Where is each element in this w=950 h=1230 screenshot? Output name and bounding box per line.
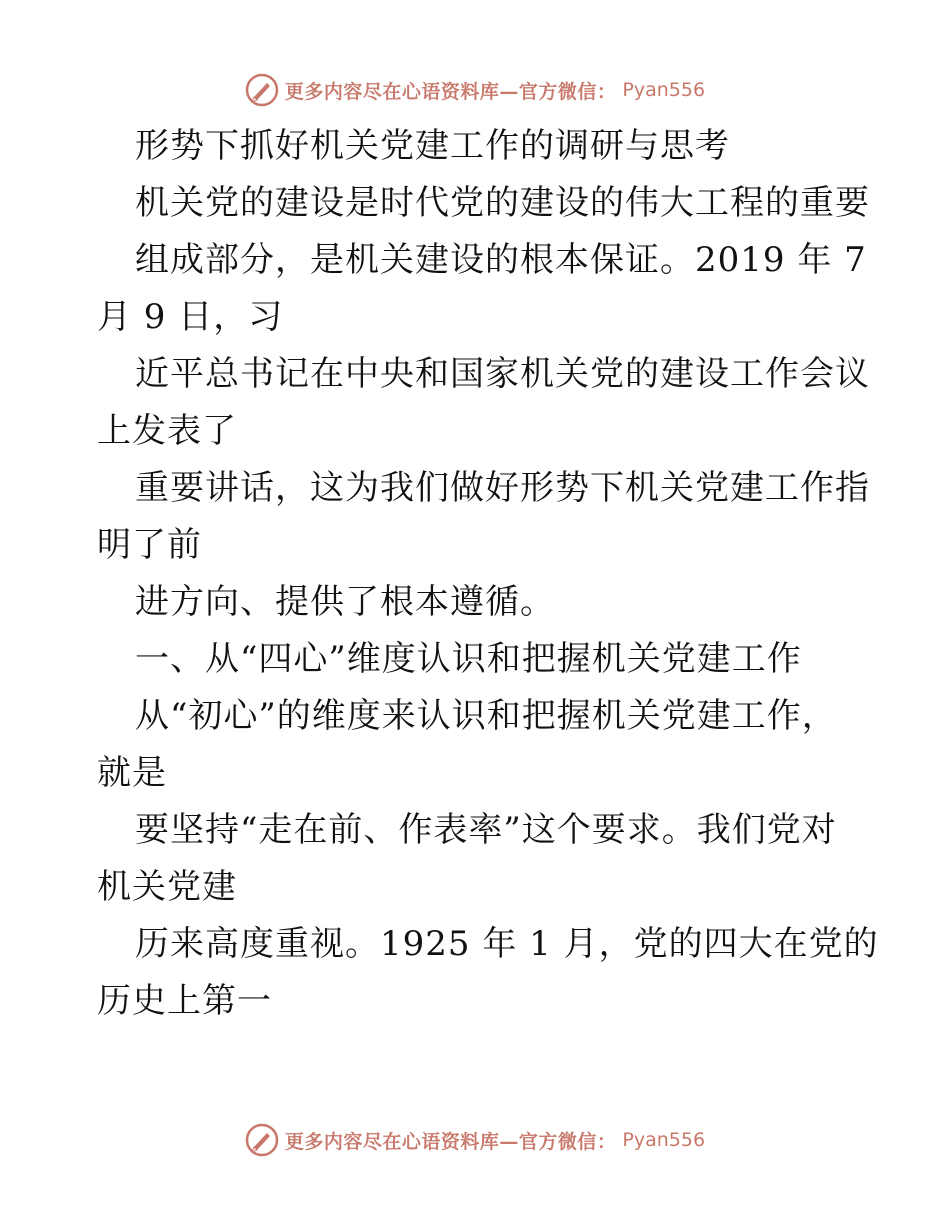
watermark-wechat-id: Pyan556 — [622, 79, 706, 101]
document-line: 重要讲话，这为我们做好形势下机关党建工作指 — [135, 468, 870, 508]
document-line: 明了前 — [97, 525, 202, 565]
pen-seal-logo-icon — [245, 1123, 279, 1157]
document-line: 历来高度重视。1925 年 1 月，党的四大在党的 — [135, 924, 879, 964]
document-line: 组成部分，是机关建设的根本保证。2019 年 7 — [135, 240, 867, 280]
document-line: 机关党的建设是时代党的建设的伟大工程的重要 — [135, 183, 870, 223]
document-line: 近平总书记在中央和国家机关党的建设工作会议 — [135, 354, 870, 394]
watermark-text: 更多内容尽在心语资料库—官方微信： — [284, 1130, 617, 1153]
document-line: 要坚持“走在前、作表率”这个要求。我们党对 — [135, 810, 837, 850]
footer-watermark-banner — [0, 1120, 950, 1160]
watermark-text: 更多内容尽在心语资料库—官方微信： — [284, 80, 617, 103]
document-line: 机关党建 — [97, 867, 237, 907]
document-line: 进方向、提供了根本遵循。 — [135, 582, 555, 622]
document-line: 形势下抓好机关党建工作的调研与思考 — [135, 126, 730, 166]
section-heading: 一、从“四心”维度认识和把握机关党建工作 — [135, 639, 802, 679]
document-line: 从“初心”的维度来认识和把握机关党建工作， — [135, 696, 837, 736]
document-line: 就是 — [97, 753, 167, 793]
document-body — [97, 118, 879, 1030]
pen-seal-logo-icon — [245, 73, 279, 107]
document-line: 月 9 日，习 — [97, 297, 284, 337]
document-line: 历史上第一 — [97, 981, 272, 1021]
watermark-wechat-id: Pyan556 — [622, 1129, 706, 1151]
header-watermark-banner — [0, 70, 950, 110]
document-line: 上发表了 — [97, 411, 237, 451]
